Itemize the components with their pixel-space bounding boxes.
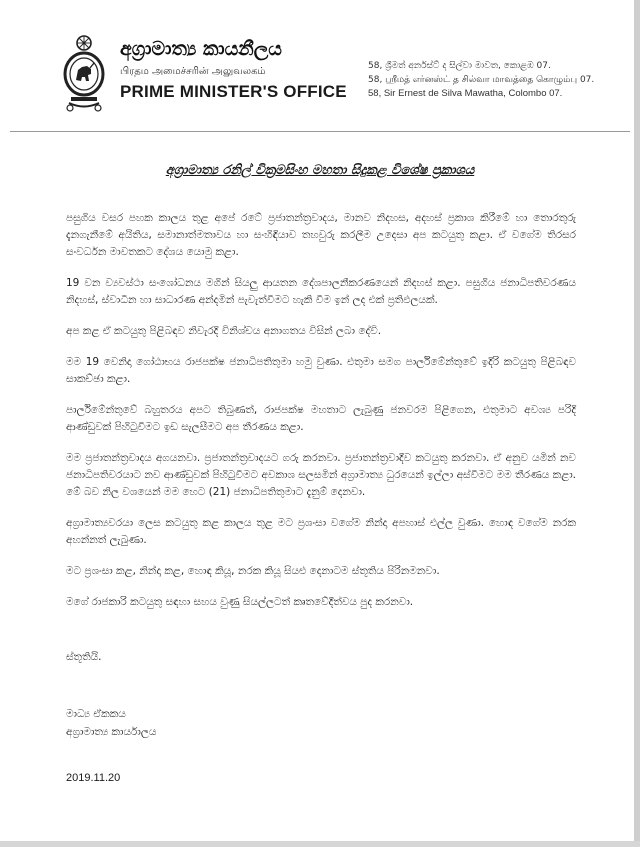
signature-block [66,705,156,741]
document-title [60,159,580,178]
state-emblem-icon [61,34,107,114]
paragraph: මම 19 වෙනිදා ගෝඨාභය රාජපක්ෂ ජනාධිපතිතුමා හමු වුණා. එතුමා සමග පාර්ලිමේන්තුවේ ඉදිරි කටයුතු පිළිබඳව සාකච්ඡා කළා. [66,356,576,385]
signature-line-office: අග්‍රාමාත්‍ය කාර්යාලය [66,726,157,738]
scan-edge-right [634,0,640,847]
paragraph: මම ප්‍රජාතන්ත්‍රවාදය අගයනවා. ප්‍රජාතන්ත්‍රවාදයට ගරු කරනවා. ප්‍රජාතන්ත්‍රවාදීව කටයුතු කරනවා. ඒ අනුව යමින් නව ජනාධිපතිවරයාට නව ආණ්ඩුවක් පිහිටුවීමට අවකාශ සලසමින් අග්‍රාමාත්‍ය ධුරයෙන් ඉල්ලා අස්වීමට මම තීරණය කළා. මේ බව නිල වශයෙන් මම හෙට (21) ජනාධිපතිතුමාට දැනුම් දෙනවා. [66,452,576,498]
office-name-block [120,38,350,102]
office-name-sinhala: අග්‍රාමාත්‍ය කායනීලය [120,38,282,60]
paragraph: පාර්ලිමේන්තුවේ බහුතරය අපට තිබුණත්, රාජපක්ෂ මහතාට ලැබුණු ජනවරම පිළිගෙන, එතුමාට අවශ්‍ය පරිදි ආණ්ඩුවක් පිහිටුවීමට ඉඩ සැලසීමට අප තීරණය කළා. [66,404,576,433]
address-english: 58, Sir Ernest de Silva Mawatha, Colombo 07. [368,88,563,99]
office-name-english: PRIME MINISTER'S OFFICE [120,82,347,101]
paragraph: පසුගිය වසර පහක කාලය තුළ අපේ රටේ ප්‍රජාතන්ත්‍රවාදය, මානව නිදහස, අදහස් ප්‍රකාශ කිරීමේ හා තොරතුරු දැනගැනීමේ අයිතිය, සමානාත්මතාවය හා සංහිඳියාව තහවුරු කරලීම උදෙසා අප කටයුතු කළා. ඒ වගේම තිරසර සංවර්ධන මාවතකට දේශය යොමු කළා. [66,212,576,258]
paragraph: මට ප්‍රශංසා කළ, නින්දා කළ, හොඳ කියූ, නරක කියූ සියළු දෙනාටම ස්තූතිය පිරිනමනවා. [66,565,440,577]
closing-thanks: ස්තූතියි. [66,651,102,663]
address-block [368,59,618,101]
document-date: 2019.11.20 [66,772,121,784]
address-sinhala: 58, ශ්‍රීමත් අර්නස්ට් ද සිල්වා මාවත, කොළඹ 07. [368,61,551,71]
paragraph: අග්‍රාමාත්‍යවරයා ලෙස කටයුතු කළ කාලය තුළ මට ප්‍රශංසා වගේම නින්දා අපහාස් එල්ල වුණා. හොඳ වගේම නරක අහන්නත් ලැබුණා. [66,517,576,546]
address-tamil: 58, ஸ்ரீமத் எர்னஸ்ட் த சில்வா மாவத்தை கொழும்பு 07. [368,75,595,85]
scan-edge-bottom [0,841,640,847]
paragraph: අප කළ ඒ කටයුතු පිළිබඳව නිවැරදි විනිශ්චය අනාගතය විසින් ලබා දේවි. [66,325,382,337]
paragraph: මගේ රාජකාරි කටයුතු සඳහා සහය වුණු සියල්ලටත් කෘතවේදීත්වය පුද කරනවා. [66,596,414,608]
paragraph: 19 වන ව්‍යවස්ථා සංශෝධනය මගින් සියලු ආයතන දේශපාලනීකරණයෙන් නිදහස් කළා. පසුගිය ජනාධිපතිවරණය නිදහස්, ස්වාධීන හා සාධාරණ අන්දමින් පැවැත්වීමට හැකි වීම ඉන් ලද එක් ප්‍රතිඵලයක්. [66,277,576,306]
signature-line-media-unit: මාධ්‍ය ඒකකය [66,708,126,720]
header-divider [10,131,630,132]
document-title-text: අග්‍රාමාත්‍ය රනිල් වික්‍රමසිංහ මහතා සිදුකළ විශේෂ ප්‍රකාශය [165,163,475,178]
statement-body [66,210,576,625]
office-name-tamil: பிரதம அமைச்சரின் அலுவலகம் [120,66,266,77]
